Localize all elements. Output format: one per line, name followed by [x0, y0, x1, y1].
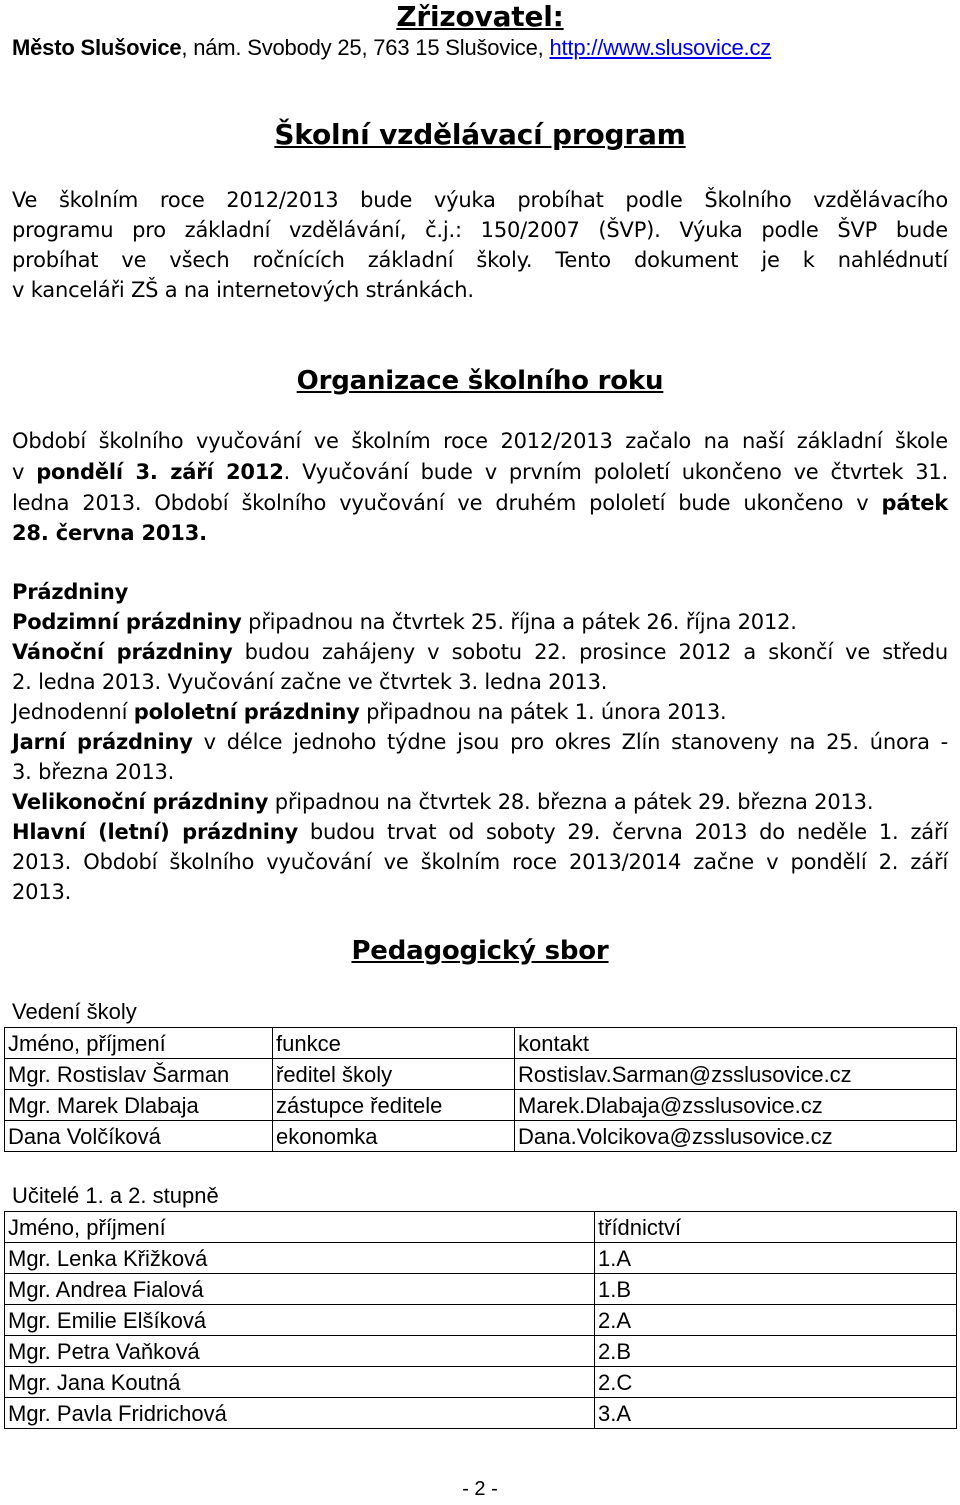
table-cell-contact: Rostislav.Sarman@zsslusovice.cz	[515, 1059, 957, 1090]
vedeni-table	[4, 1027, 957, 1152]
zrizovatel-line	[12, 33, 948, 63]
table-row	[5, 1336, 957, 1367]
organizace-line-2	[12, 457, 948, 487]
city-name: Město Slušovice	[12, 35, 182, 60]
table-cell-name: Mgr. Pavla Fridrichová	[5, 1398, 595, 1429]
table-row	[5, 1398, 957, 1429]
table-row	[5, 1090, 957, 1121]
organizace-line-2-end: . Vyučování bude v prvním pololetí ukončeno ve čtvrtek 31.	[283, 460, 948, 484]
table-cell-function: ekonomka	[273, 1121, 515, 1152]
table-cell-name: Mgr. Lenka Křižková	[5, 1243, 595, 1274]
table-cell-name: Dana Volčíková	[5, 1121, 273, 1152]
table-cell-class: 2.B	[595, 1336, 957, 1367]
table-cell-name: Mgr. Emilie Elšíková	[5, 1305, 595, 1336]
prazdniny-heading-text: Prázdniny	[12, 580, 129, 604]
page-number: - 2 -	[462, 1478, 498, 1500]
summer-holiday-label: Hlavní (letní) prázdniny	[12, 820, 298, 844]
prazdniny-heading	[12, 577, 948, 607]
school-start-date: pondělí 3. září 2012	[36, 460, 284, 484]
ucitele-caption: Učitelé 1. a 2. stupně	[12, 1183, 219, 1208]
svp-line-4: v kanceláři ZŠ a na internetových stránkách.	[12, 278, 474, 302]
table-cell-class: 1.A	[595, 1243, 957, 1274]
prazdniny-line-7	[12, 787, 948, 817]
christmas-holiday-text: budou zahájeny v sobotu 22. prosince 2012 a skončí ve středu	[232, 640, 948, 664]
table-row	[5, 1367, 957, 1398]
table-cell-name: Mgr. Marek Dlabaja	[5, 1090, 273, 1121]
table-row	[5, 1274, 957, 1305]
organizace-line-4	[12, 518, 948, 548]
halfterm-holiday-label: pololetní prázdniny	[133, 700, 360, 724]
easter-holiday-text: připadnou na čtvrtek 28. března a pátek 29. března 2013.	[268, 790, 874, 814]
prazdniny-line-10: 2013.	[12, 880, 72, 904]
prazdniny-line-3: 2. ledna 2013. Vyučování začne ve čtvrtek 3. ledna 2013.	[12, 670, 608, 694]
organizace-line-3-start: ledna 2013. Období školního vyučování ve druhém pololetí bude ukončeno v	[12, 491, 882, 515]
table-row	[5, 1121, 957, 1152]
table-cell-name: Mgr. Jana Koutná	[5, 1367, 595, 1398]
prazdniny-line-5	[12, 727, 948, 757]
table-header-cell: Jméno, příjmení	[5, 1028, 273, 1059]
svp-line-1: Ve školním roce 2012/2013 bude výuka probíhat podle Školního vzdělávacího	[12, 188, 948, 212]
spring-holiday-text: v délce jednoho týdne jsou pro okres Zlín stanoveny na 25. února -	[192, 730, 948, 754]
spring-holiday-label: Jarní prázdniny	[12, 730, 193, 754]
summer-holiday-text: budou trvat od soboty 29. června 2013 do neděle 1. září	[297, 820, 949, 844]
autumn-holiday-label: Podzimní prázdniny	[12, 610, 242, 634]
table-cell-class: 3.A	[595, 1398, 957, 1429]
table-header-cell: funkce	[273, 1028, 515, 1059]
prazdniny-line-9: 2013. Období školního vyučování ve školním roce 2013/2014 začne v pondělí 2. září	[12, 850, 948, 874]
city-website-link[interactable]: http://www.slusovice.cz	[549, 35, 772, 60]
table-cell-contact: Marek.Dlabaja@zsslusovice.cz	[515, 1090, 957, 1121]
organizace-line-2-start: v	[12, 460, 37, 484]
halfterm-prefix: Jednodenní	[12, 700, 134, 724]
table-cell-function: ředitel školy	[273, 1059, 515, 1090]
table-cell-class: 2.C	[595, 1367, 957, 1398]
table-header-cell: Jméno, příjmení	[5, 1212, 595, 1243]
prazdniny-line-8	[12, 817, 948, 847]
vedeni-caption: Vedení školy	[12, 999, 137, 1024]
prazdniny-line-2	[12, 637, 948, 667]
school-end-date: 28. června 2013.	[12, 521, 207, 545]
table-cell-function: zástupce ředitele	[273, 1090, 515, 1121]
organizace-heading: Organizace školního roku	[296, 366, 664, 396]
table-cell-name: Mgr. Petra Vaňková	[5, 1336, 595, 1367]
easter-holiday-label: Velikonoční prázdniny	[12, 790, 269, 814]
table-cell-name: Mgr. Andrea Fialová	[5, 1274, 595, 1305]
table-row	[5, 1243, 957, 1274]
christmas-holiday-label: Vánoční prázdniny	[12, 640, 233, 664]
ucitele-table	[4, 1211, 957, 1429]
organizace-line-1: Období školního vyučování ve školním roce 2012/2013 začalo na naší základní škole	[12, 429, 948, 453]
svp-line-3: probíhat ve všech ročnících základní školy. Tento dokument je k nahlédnutí	[12, 248, 948, 272]
table-header-cell: třídnictví	[595, 1212, 957, 1243]
autumn-holiday-text: připadnou na čtvrtek 25. října a pátek 26. října 2012.	[241, 610, 797, 634]
table-cell-class: 2.A	[595, 1305, 957, 1336]
table-row	[5, 1305, 957, 1336]
table-cell-name: Mgr. Rostislav Šarman	[5, 1059, 273, 1090]
table-header-cell: kontakt	[515, 1028, 957, 1059]
table-header-row	[5, 1028, 957, 1059]
address-text: , nám. Svobody 25, 763 15 Slušovice,	[181, 35, 550, 60]
halfterm-holiday-text: připadnou na pátek 1. února 2013.	[359, 700, 727, 724]
zrizovatel-heading: Zřizovatel:	[396, 0, 564, 33]
table-cell-contact: Dana.Volcikova@zsslusovice.cz	[515, 1121, 957, 1152]
table-row	[5, 1059, 957, 1090]
sbor-heading: Pedagogický sbor	[351, 936, 609, 966]
svp-heading: Školní vzdělávací program	[274, 118, 686, 151]
table-header-row	[5, 1212, 957, 1243]
prazdniny-line-6: 3. března 2013.	[12, 760, 175, 784]
prazdniny-line-1	[12, 607, 948, 637]
table-cell-class: 1.B	[595, 1274, 957, 1305]
svp-line-2: programu pro základní vzdělávání, č.j.: 150/2007 (ŠVP). Výuka podle ŠVP bude	[12, 218, 948, 242]
prazdniny-line-4	[12, 697, 948, 727]
school-end-day: pátek	[881, 491, 948, 515]
organizace-line-3	[12, 488, 948, 518]
